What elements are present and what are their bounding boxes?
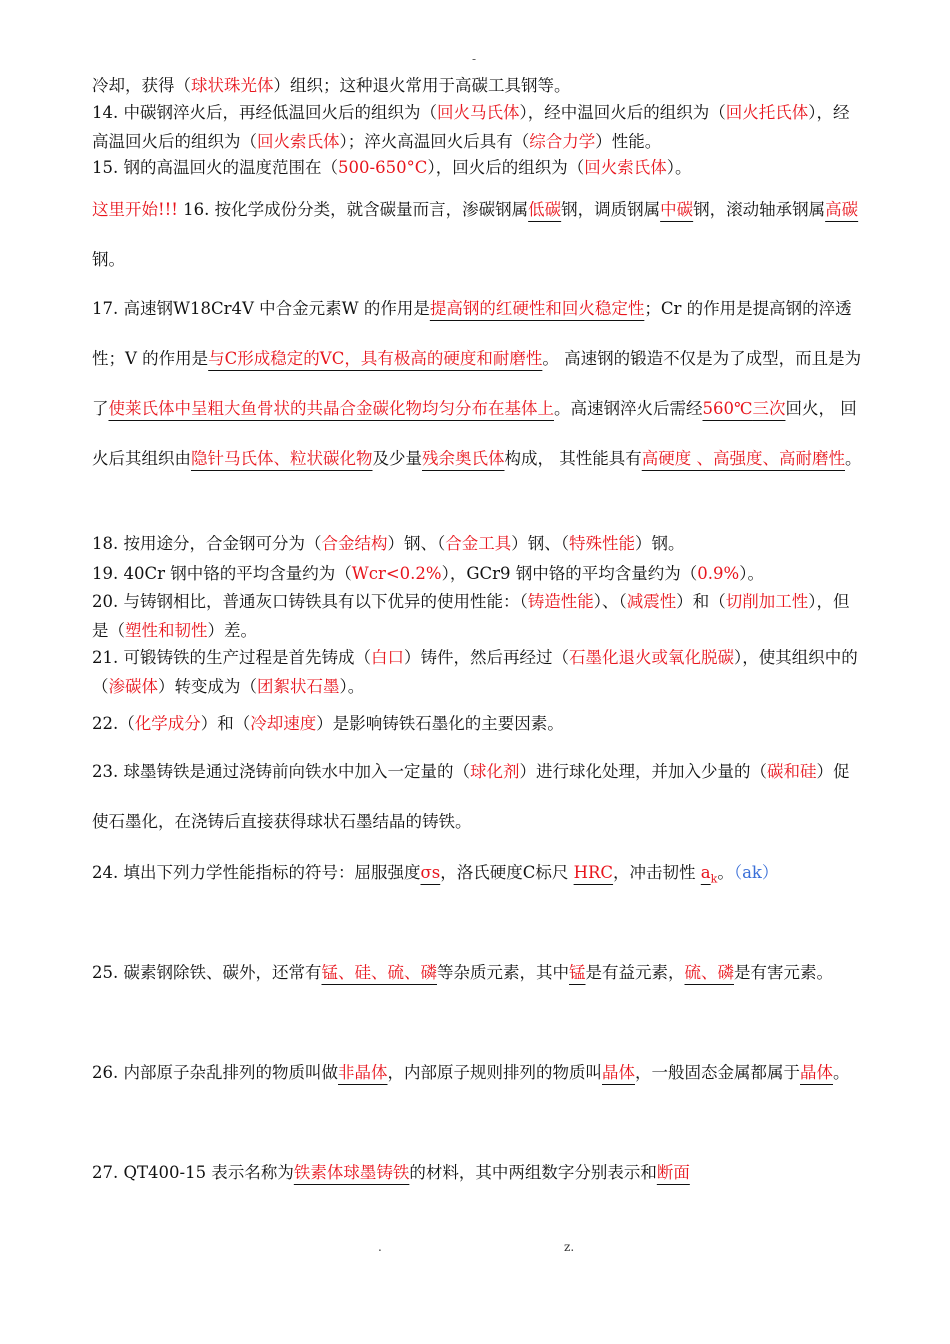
question-23: 23. 球墨铸铁是通过浇铸前向铁水中加入一定量的（球化剂）进行球化处理，并加入少量的（碳和硅）促使石墨化，在浇铸后直接获得球状石墨结晶的铸铁。 <box>92 762 850 831</box>
footer-right-mark: z. <box>564 1240 575 1254</box>
question-15: 15. 钢的高温回火的温度范围在（500-650°C），回火后的组织为（回火索氏体）。 <box>92 158 692 177</box>
footer-left-mark: . <box>378 1240 382 1254</box>
question-22: 22.（化学成分）和（冷却速度）是影响铸铁石墨化的主要因素。 <box>92 714 564 733</box>
header-mark: - <box>472 52 477 66</box>
question-18: 18. 按用途分，合金钢可分为（合金结构）钢、（合金工具）钢、（特殊性能）钢。 <box>92 534 685 553</box>
question-20: 20. 与铸钢相比，普通灰口铸铁具有以下优异的使用性能：（铸造性能）、（减震性）和（切削加工性），但是（塑性和韧性）差。 <box>92 592 850 640</box>
question-17: 17. 高速钢W18Cr4V 中合金元素W 的作用是提高钢的红硬性和回火稳定性；Cr 的作用是提高钢的淬透性；V 的作用是与C形成稳定的VC，具有极高的硬度和耐磨性。 高速钢的锻造不仅是为了成型，而且是为了使莱氏体中呈粗大鱼骨状的共晶合金碳化物均匀分布在基体上。高速钢淬火后需经560℃三次回火， 回火后其组织由隐针马氏体、粒状碳化物及少量残余奥氏体构成， 其性能具有高硬度 、高强度、高耐磨性。 <box>92 299 862 468</box>
question-27: 27. QT400-15 表示名称为铁素体球墨铸铁的材料，其中两组数字分别表示和断面 <box>92 1163 690 1182</box>
line-cooling: 冷却，获得（球状珠光体）组织；这种退火常用于高碳工具钢等。 <box>92 76 571 95</box>
question-26: 26. 内部原子杂乱排列的物质叫做非晶体，内部原子规则排列的物质叫晶体，一般固态金属都属于晶体。 <box>92 1063 850 1082</box>
question-19: 19. 40Cr 钢中铬的平均含量约为（Wcr<0.2%），GCr9 钢中铬的平均含量约为（0.9%）。 <box>92 564 764 583</box>
question-21: 21. 可锻铸铁的生产过程是首先铸成（白口）铸件，然后再经过（石墨化退火或氧化脱碳），使其组织中的（渗碳体）转变成为（团絮状石墨）。 <box>92 648 858 696</box>
question-16: 这里开始!!! 16. 按化学成份分类，就含碳量而言，渗碳钢属低碳钢，调质钢属中碳钢，滚动轴承钢属高碳钢。 <box>92 200 859 269</box>
question-14: 14. 中碳钢淬火后，再经低温回火后的组织为（回火马氏体），经中温回火后的组织为（回火托氏体），经高温回火后的组织为（回火索氏体）；淬火高温回火后具有（综合力学）性能。 <box>92 103 850 151</box>
question-25: 25. 碳素钢除铁、碳外，还常有锰、硅、硫、磷等杂质元素，其中锰是有益元素，硫、磷是有害元素。 <box>92 963 833 982</box>
question-24: 24. 填出下列力学性能指标的符号：屈服强度σs，洛氏硬度C标尺 HRC，冲击韧性 $a_k$。（ak） <box>92 863 779 886</box>
start-marker: 这里开始!!! <box>92 200 184 219</box>
